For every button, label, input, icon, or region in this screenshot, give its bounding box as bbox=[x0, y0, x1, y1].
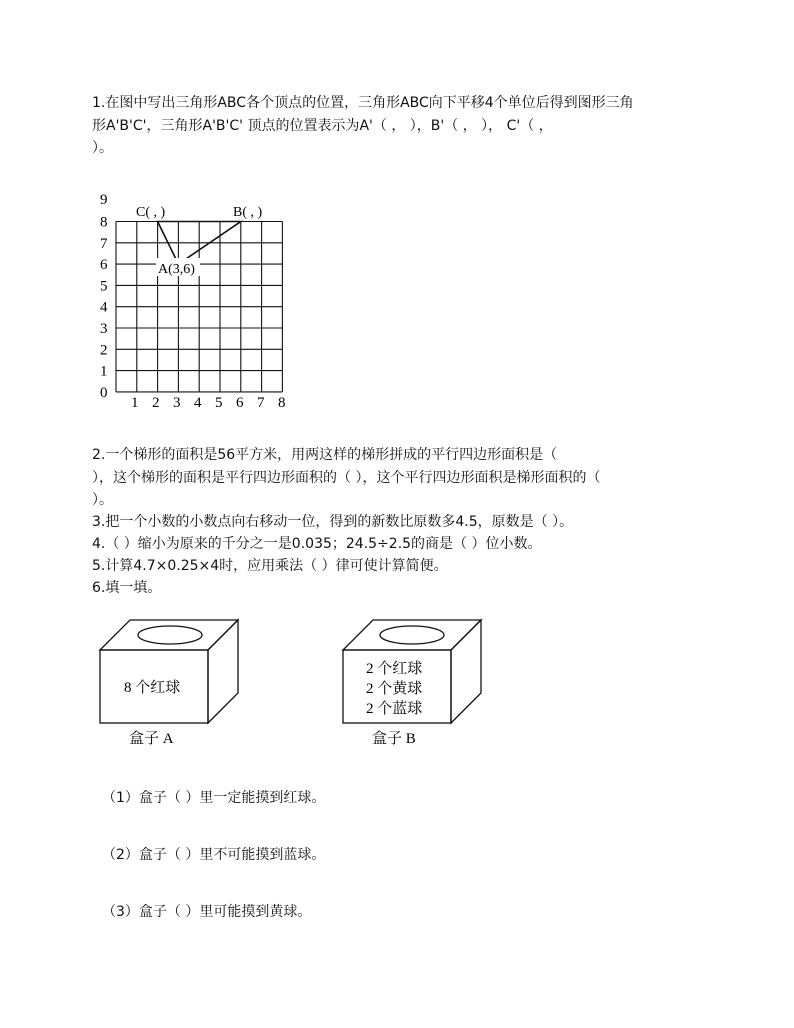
box-a-content: 8 个红球 bbox=[124, 680, 181, 696]
box-b-label: 盒子 B bbox=[372, 731, 416, 747]
x-tick-label: 1 bbox=[131, 395, 139, 411]
q2-line-2: ），这个梯形的面积是平行四边形面积的（ ），这个平行四边形面积是梯形面积的（ bbox=[92, 470, 601, 486]
x-tick-label: 6 bbox=[236, 395, 244, 411]
q6-sub-2: （2）盒子（ ）里不可能摸到蓝球。 bbox=[102, 847, 326, 863]
box-a-opening bbox=[138, 626, 202, 644]
box-a-label: 盒子 A bbox=[129, 731, 174, 747]
y-tick-label: 7 bbox=[100, 235, 108, 252]
q2-line-3: ）。 bbox=[92, 492, 113, 508]
y-tick-label: 1 bbox=[100, 363, 108, 380]
x-tick-label: 5 bbox=[215, 395, 223, 411]
y-axis-labels bbox=[100, 192, 108, 401]
label-a: A(3,6) bbox=[158, 262, 195, 277]
y-tick-label: 6 bbox=[100, 257, 108, 274]
box-b-opening bbox=[380, 626, 444, 644]
y-tick-label: 9 bbox=[100, 192, 108, 208]
q1-line-2: 形A'B'C'，三角形A'B'C' 顶点的位置表示为A'（ ， ），B'（ ， ）， C'（ ， bbox=[92, 118, 553, 134]
label-b: B( , ) bbox=[233, 205, 263, 220]
x-tick-label: 3 bbox=[173, 395, 181, 411]
box-b-content-3: 2 个蓝球 bbox=[366, 701, 423, 717]
q6-title: 6.填一填。 bbox=[92, 580, 162, 596]
y-tick-label: 8 bbox=[100, 214, 108, 231]
y-tick-label: 3 bbox=[100, 321, 108, 337]
q6-sub-1: （1）盒子（ ）里一定能摸到红球。 bbox=[102, 790, 326, 806]
y-tick-label: 5 bbox=[100, 278, 108, 295]
x-tick-label: 7 bbox=[257, 395, 265, 411]
q2-line-1: 2.一个梯形的面积是56平方米，用两这样的梯形拼成的平行四边形面积是（ bbox=[92, 447, 558, 463]
q6-sub-3: （3）盒子（ ）里可能摸到黄球。 bbox=[102, 904, 312, 920]
y-tick-label: 0 bbox=[100, 384, 108, 401]
box-a bbox=[100, 620, 238, 723]
x-tick-label: 2 bbox=[152, 395, 160, 411]
q5: 5.计算4.7×0.25×4时，应用乘法（ ）律可使计算简便。 bbox=[92, 558, 448, 574]
box-b-content-2: 2 个黄球 bbox=[366, 681, 423, 697]
grid-lines bbox=[116, 222, 282, 392]
label-c: C( , ) bbox=[136, 205, 166, 220]
x-tick-label: 8 bbox=[278, 395, 286, 411]
q4: 4.（ ）缩小为原来的千分之一是0.035；24.5÷2.5的商是（ ）位小数。 bbox=[92, 536, 542, 552]
q1-line-1: 1.在图中写出三角形ABC各个顶点的位置，三角形ABC向下平移4个单位后得到图形三角 bbox=[92, 95, 634, 111]
x-tick-label: 4 bbox=[194, 395, 202, 411]
y-tick-label: 4 bbox=[100, 299, 108, 316]
q1-line-3: ）。 bbox=[92, 140, 113, 156]
y-tick-label: 2 bbox=[100, 342, 108, 359]
x-axis-labels bbox=[131, 395, 286, 411]
q3: 3.把一个小数的小数点向右移动一位，得到的新数比原数多4.5，原数是（ ）。 bbox=[92, 514, 574, 530]
box-b-content-1: 2 个红球 bbox=[366, 661, 423, 677]
